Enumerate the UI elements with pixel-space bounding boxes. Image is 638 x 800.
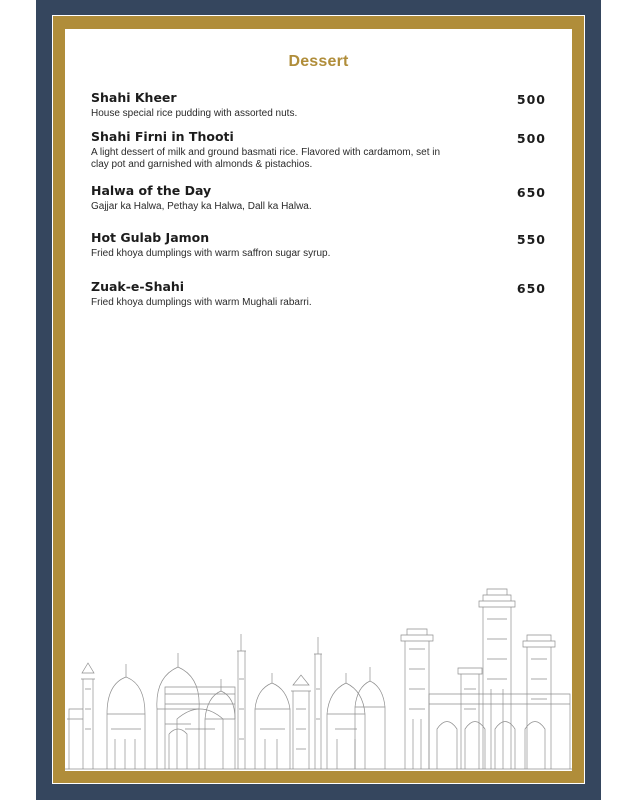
menu-page xyxy=(65,29,572,771)
menu-item-shahi-firni xyxy=(91,129,546,171)
item-price: 550 xyxy=(516,232,546,247)
menu-item-shahi-kheer xyxy=(91,90,546,120)
item-price: 500 xyxy=(516,92,546,107)
item-description: Fried khoya dumplings with warm saffron sugar syrup. xyxy=(91,248,331,259)
menu-title: Dessert xyxy=(288,53,349,70)
item-price: 500 xyxy=(516,131,546,146)
item-name: Zuak-e-Shahi xyxy=(91,279,185,294)
item-name: Hot Gulab Jamon xyxy=(91,230,210,245)
city-skyline-illustration xyxy=(65,579,572,771)
item-description: Fried khoya dumplings with warm Mughali rabarri. xyxy=(91,297,312,308)
menu-item-zuak-e-shahi xyxy=(91,279,546,309)
item-price: 650 xyxy=(516,281,546,296)
item-name: Shahi Firni in Thooti xyxy=(91,129,234,144)
item-name: Halwa of the Day xyxy=(91,183,212,198)
item-price: 650 xyxy=(516,185,546,200)
menu-item-halwa xyxy=(91,183,546,213)
menu-item-gulab-jamon xyxy=(91,230,546,260)
item-name: Shahi Kheer xyxy=(91,90,177,105)
item-description: A light dessert of milk and ground basmati rice. Flavored with cardamom, set in clay pot and garnished with almonds & pistachios. xyxy=(91,147,441,170)
item-description: House special rice pudding with assorted nuts. xyxy=(91,108,298,119)
item-description: Gajjar ka Halwa, Pethay ka Halwa, Dall ka Halwa. xyxy=(91,201,312,212)
